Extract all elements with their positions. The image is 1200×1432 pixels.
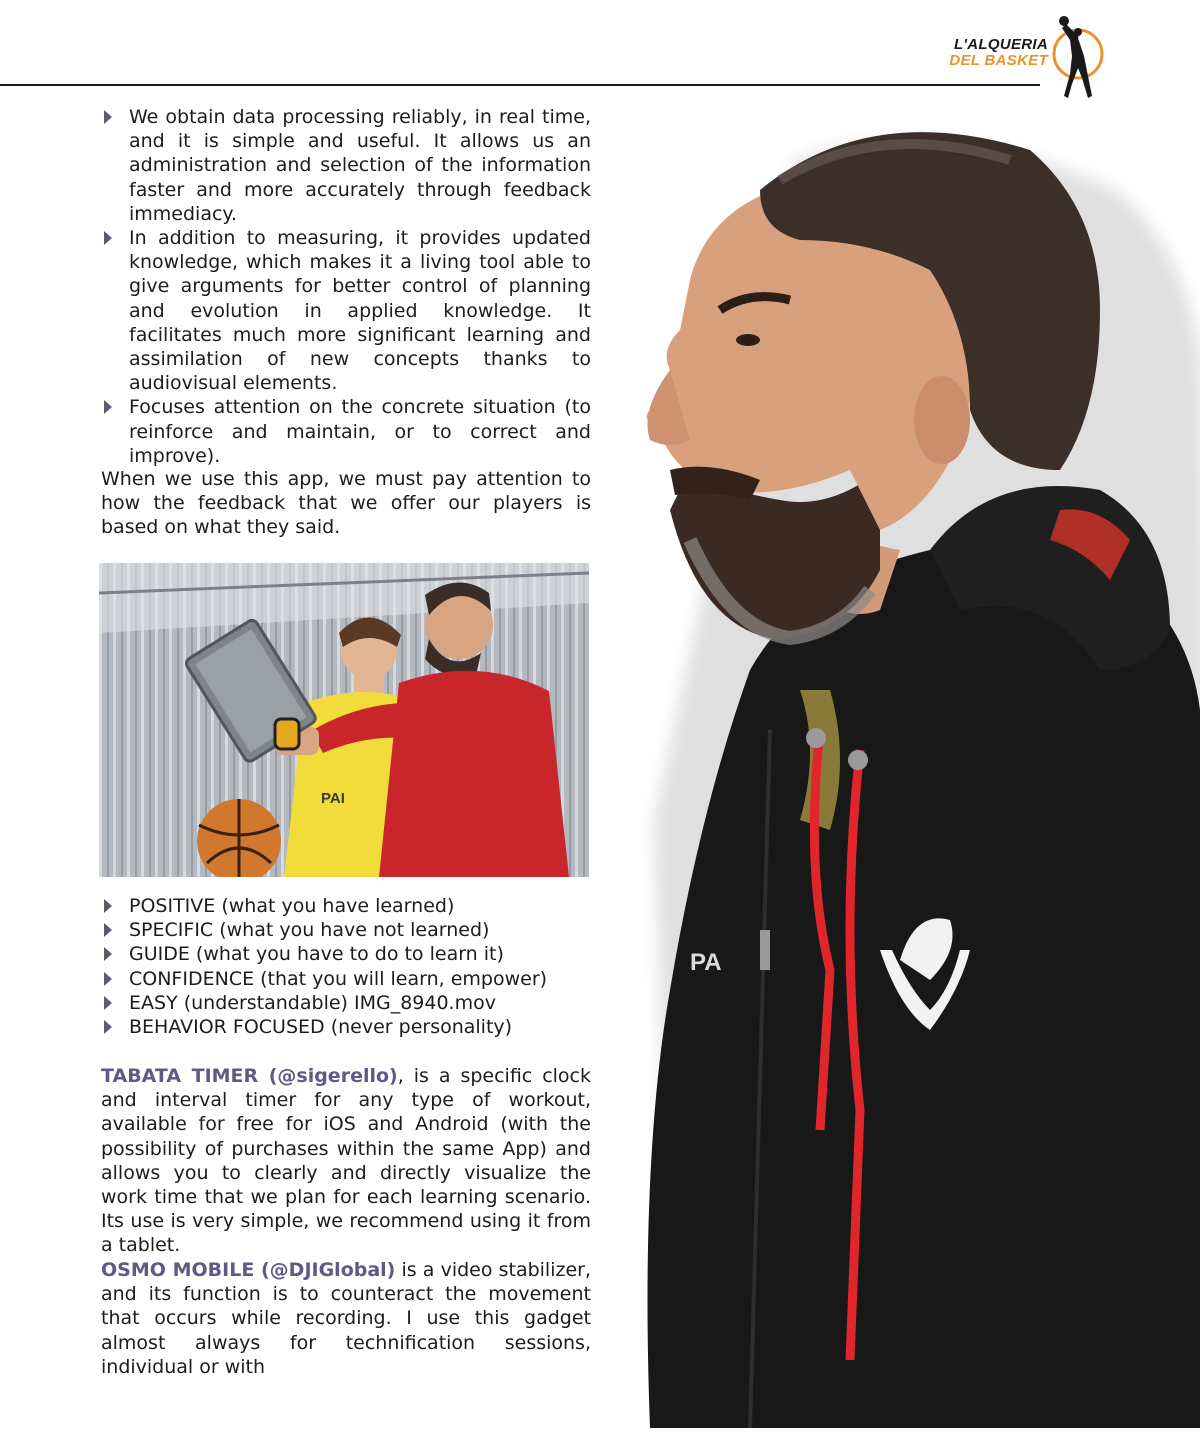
- bullet-arrow-icon: [104, 400, 112, 414]
- bullet-arrow-icon: [104, 110, 112, 124]
- list-item: [101, 991, 591, 1015]
- top-bullet-list: [101, 105, 591, 468]
- top-bullet-list-container: [101, 105, 591, 468]
- osmo-description: is a video stabilizer, and its function is to counteract the movement that occurs while recording. I use this gadget almost always for technification sessions, individual or with: [101, 1259, 591, 1378]
- list-item: [101, 226, 591, 395]
- intro-paragraph: When we use this app, we must pay attention to how the feedback that we offer our players is based on what they said.: [101, 468, 591, 539]
- jacket-text: PA: [690, 949, 722, 976]
- tabata-description: , is a specific clock and interval timer for any type of workout, available for free for iOS and Android (with the possibility of purchases within the same App) and allows you to clearly and directly visualize the work time that we plan for each learning scenario. Its use is very simple, we recommend using it from a tablet.: [101, 1065, 591, 1257]
- coach-tablet-photo: [99, 563, 589, 877]
- feedback-bullet-list: [101, 894, 591, 1039]
- bullet-arrow-icon: [104, 923, 112, 937]
- list-item-text: Focuses attention on the concrete situation (to reinforce and maintain, or to correct and improve).: [129, 396, 591, 467]
- list-item: [101, 894, 591, 918]
- coach-portrait-illustration: [630, 110, 1200, 1428]
- list-item-text: SPECIFIC (what you have not learned): [129, 919, 490, 942]
- logo-line-2: DEL BASKET: [949, 52, 1048, 69]
- list-item-text: In addition to measuring, it provides updated knowledge, which makes it a living tool able to give arguments for better control of planning and evolution in applied knowledge. It facilitates much more significant learning and assimilation of new concepts thanks to audiovisual elements.: [129, 227, 591, 395]
- coach-tablet-illustration: [99, 563, 589, 877]
- bullet-arrow-icon: [104, 899, 112, 913]
- coach-portrait: [630, 110, 1200, 1428]
- shirt-text: PAI: [321, 790, 345, 807]
- tabata-app-name: TABATA TIMER (@sigerello): [101, 1065, 398, 1087]
- list-item-text: EASY (understandable) IMG_8940.mov: [129, 991, 496, 1014]
- tabata-paragraph: [101, 1064, 591, 1258]
- osmo-container: [101, 1258, 591, 1379]
- bullet-arrow-icon: [104, 996, 112, 1010]
- club-logo: [949, 12, 1110, 104]
- list-item-text: POSITIVE (what you have learned): [129, 895, 455, 917]
- list-item-text: CONFIDENCE (that you will learn, empower): [129, 967, 548, 990]
- bullet-arrow-icon: [104, 1020, 112, 1034]
- osmo-paragraph: [101, 1258, 591, 1379]
- basketball-player-icon: [1048, 12, 1108, 104]
- feedback-bullet-list-container: [101, 894, 591, 1039]
- list-item: [101, 918, 591, 942]
- osmo-app-name: OSMO MOBILE (@DJIGlobal): [101, 1259, 396, 1281]
- list-item: [101, 395, 591, 468]
- bullet-arrow-icon: [104, 231, 112, 245]
- list-item-text: BEHAVIOR FOCUSED (never personality): [129, 1016, 513, 1039]
- tabata-container: [101, 1064, 591, 1258]
- intro-container: [101, 467, 591, 540]
- list-item: [101, 1015, 591, 1039]
- header-rule: [0, 84, 1040, 86]
- list-item: [101, 105, 591, 226]
- list-item-text: GUIDE (what you have to do to learn it): [129, 943, 504, 966]
- logo-line-1: L'ALQUERIA: [953, 36, 1048, 53]
- bullet-arrow-icon: [104, 947, 112, 961]
- list-item: [101, 942, 591, 966]
- list-item: [101, 967, 591, 991]
- list-item-text: We obtain data processing reliably, in real time, and it is simple and useful. It allows us an administration and selection of the information faster and more accurately through feedback immediacy.: [129, 106, 591, 225]
- bullet-arrow-icon: [104, 972, 112, 986]
